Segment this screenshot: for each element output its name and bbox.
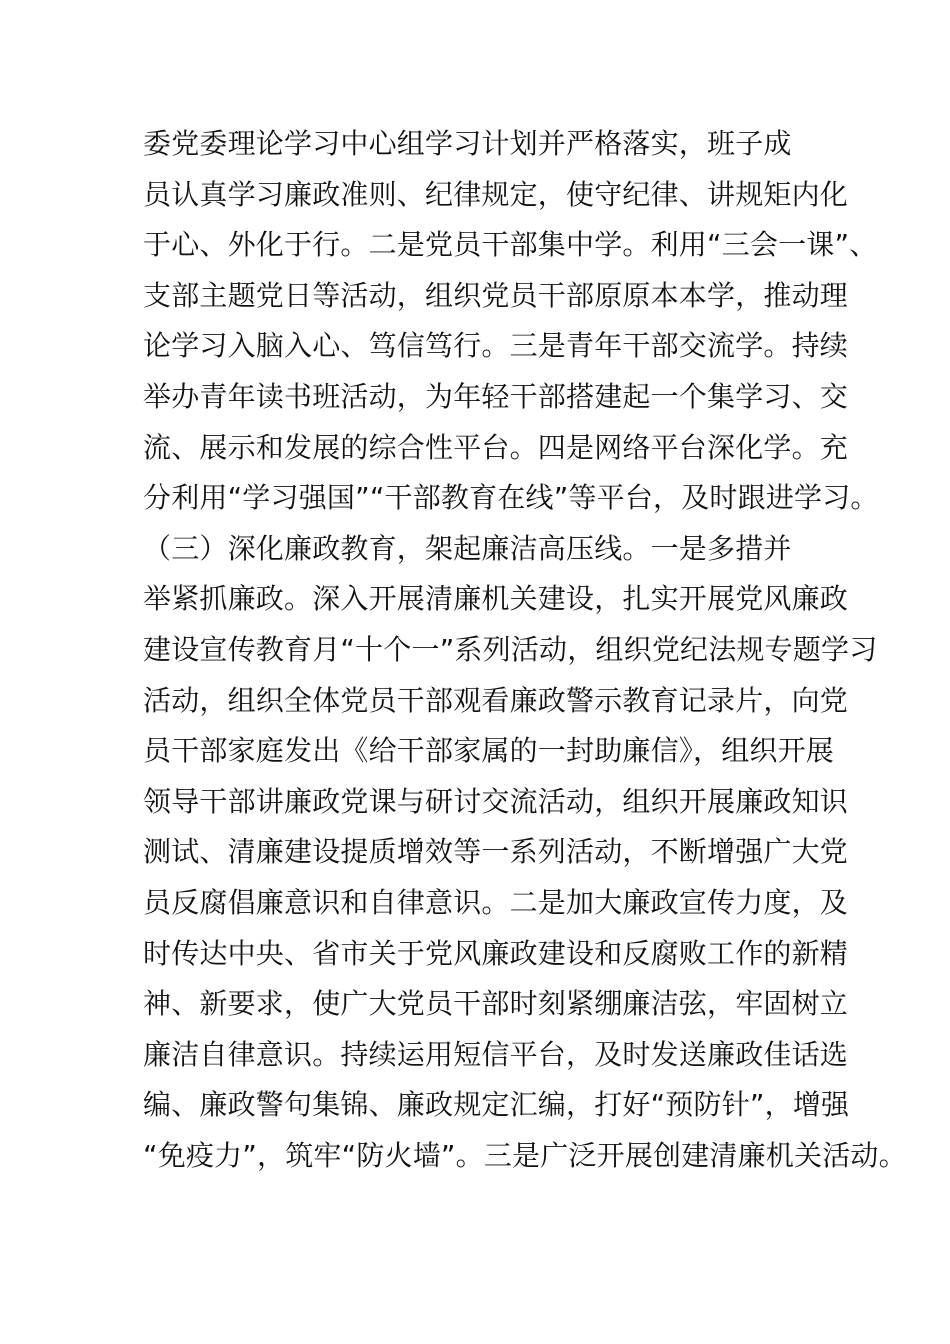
text-line: 编、廉政警句集锦、廉政规定汇编，打好“预防针”，增强 xyxy=(143,1088,850,1122)
text-line: 举办青年读书班活动，为年轻干部搭建起一个集学习、交 xyxy=(143,379,849,413)
text-line: 流、展示和发展的综合性平台。四是网络平台深化学。充 xyxy=(143,430,849,464)
text-line: 于心、外化于行。二是党员干部集中学。利用“三会一课”、 xyxy=(143,228,878,262)
text-line: 员干部家庭发出《给干部家属的一封助廉信》，组织开展 xyxy=(143,734,835,768)
text-line: 举紧抓廉政。深入开展清廉机关建设，扎实开展党风廉政 xyxy=(143,582,849,616)
text-line: 建设宣传教育月“十个一”系列活动，组织党纪法规专题学习 xyxy=(143,632,878,666)
text-line: 时传达中央、省市关于党风廉政建设和反腐败工作的新精 xyxy=(143,936,849,970)
text-line: 员反腐倡廉意识和自律意识。二是加大廉政宣传力度，及 xyxy=(143,885,849,919)
text-line: 廉洁自律意识。持续运用短信平台，及时发送廉政佳话选 xyxy=(143,1037,849,1071)
text-line: 论学习入脑入心、笃信笃行。三是青年干部交流学。持续 xyxy=(143,329,849,363)
text-line: 领导干部讲廉政党课与研讨交流活动，组织开展廉政知识 xyxy=(143,784,849,818)
text-line: 测试、清廉建设提质增效等一系列活动，不断增强广大党 xyxy=(143,835,849,869)
text-line: 员认真学习廉政准则、纪律规定，使守纪律、讲规矩内化 xyxy=(143,177,849,211)
text-line: 分利用“学习强国”“干部教育在线”等平台，及时跟进学习。 xyxy=(143,481,879,515)
text-line: （三）深化廉政教育，架起廉洁高压线。一是多措并 xyxy=(143,531,792,565)
text-line: 支部主题党日等活动，组织党员干部原原本本学，推动理 xyxy=(143,278,849,312)
text-line: “免疫力”，筑牢“防火墙”。三是广泛开展创建清廉机关活动。 xyxy=(143,1138,907,1172)
body-text xyxy=(143,119,907,1181)
text-line: 委党委理论学习中心组学习计划并严格落实，班子成 xyxy=(143,127,792,160)
text-line: 活动，组织全体党员干部观看廉政警示教育记录片，向党 xyxy=(143,683,849,717)
text-line: 神、新要求，使广大党员干部时刻紧绷廉洁弦，牢固树立 xyxy=(143,987,849,1021)
